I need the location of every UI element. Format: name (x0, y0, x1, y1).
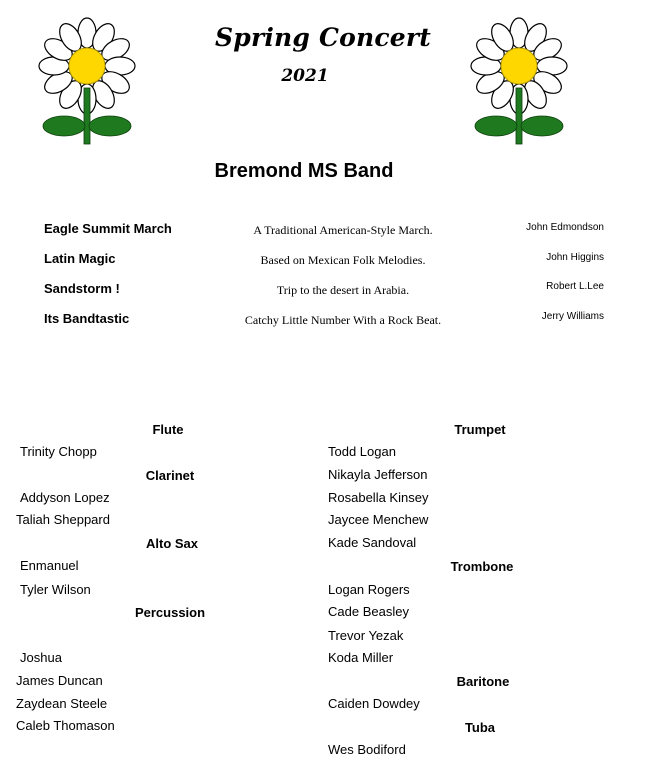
member-name: Kade Sandoval (328, 535, 417, 550)
piece-title: Sandstorm ! (44, 281, 120, 296)
section-heading-alto-sax: Alto Sax (145, 536, 198, 551)
section-heading-percussion: Percussion (134, 605, 206, 620)
piece-composer: John Higgins (546, 252, 604, 263)
member-name: James Duncan (16, 673, 103, 688)
section-heading-flute: Flute (152, 422, 184, 437)
piece-description: Catchy Little Number With a Rock Beat. (244, 313, 442, 327)
section-heading-baritone: Baritone (456, 674, 510, 689)
member-name: Cade Beasley (328, 604, 409, 619)
section-heading-tuba: Tuba (464, 720, 496, 735)
member-name: Wes Bodiford (328, 742, 406, 757)
member-name: Rosabella Kinsey (328, 490, 429, 505)
piece-composer: Jerry Williams (541, 311, 604, 322)
piece-description: Based on Mexican Folk Melodies. (260, 253, 426, 267)
piece-composer: John Edmondson (526, 222, 604, 233)
member-name: Jaycee Menchew (328, 512, 429, 527)
section-heading-trombone: Trombone (450, 559, 514, 574)
member-name: Caiden Dowdey (328, 696, 420, 711)
piece-description: A Traditional American-Style March. (253, 223, 433, 237)
member-name: Zaydean Steele (16, 696, 108, 711)
member-name: Nikayla Jefferson (328, 467, 428, 482)
concert-title: Spring Concert (215, 23, 431, 52)
member-name: Trevor Yezak (328, 628, 404, 643)
member-name: Koda Miller (328, 650, 394, 665)
member-name: Logan Rogers (328, 582, 410, 597)
member-name: Todd Logan (328, 444, 396, 459)
section-heading-trumpet: Trumpet (454, 422, 506, 437)
member-name: Caleb Thomason (16, 718, 115, 733)
piece-title: Its Bandtastic (44, 311, 130, 326)
piece-title: Latin Magic (44, 251, 116, 266)
member-name: Addyson Lopez (20, 490, 110, 505)
concert-year: 2021 (281, 66, 329, 86)
section-heading-clarinet: Clarinet (145, 468, 195, 483)
member-name: Joshua (20, 650, 62, 665)
band-name: Bremond MS Band (214, 160, 394, 182)
piece-title: Eagle Summit March (44, 221, 172, 236)
member-name: Trinity Chopp (20, 444, 97, 459)
member-name: Tyler Wilson (20, 582, 91, 597)
member-name: Taliah Sheppard (16, 512, 110, 527)
member-name: Enmanuel (20, 558, 79, 573)
piece-composer: Robert L.Lee (546, 281, 604, 292)
piece-description: Trip to the desert in Arabia. (276, 283, 410, 297)
